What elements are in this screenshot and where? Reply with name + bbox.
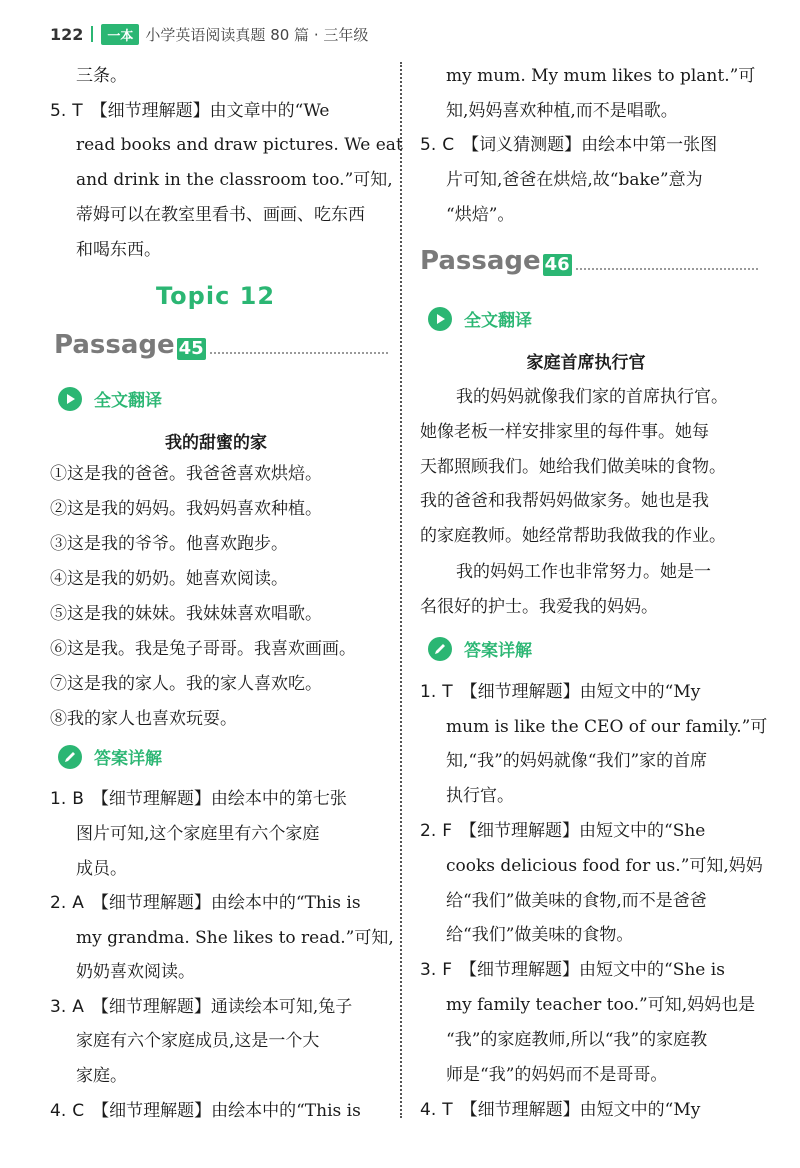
answer-text: 【细节理解题】由绘本中的第七张 [91,789,347,809]
answer-text: 家庭。 [76,1066,127,1086]
answer-text: 给“我们”做美味的食物,而不是爸爸 [446,891,707,911]
paragraph-line: 名很好的护士。我爱我的妈妈。 [420,597,658,617]
answer-letter: T [442,682,453,702]
section-translation [428,306,532,331]
play-icon [428,307,452,331]
answer-text: 【细节理解题】由短文中的“She is [460,960,725,980]
answer-text: 执行官。 [446,786,514,806]
answer-letter: F [442,960,453,980]
item-number: 3. [50,997,67,1017]
answer-text: 成员。 [76,859,127,879]
answer-letter: B [72,789,84,809]
answer-letter: A [72,997,84,1017]
answer-text: and drink in the classroom too.”可知, [76,170,393,190]
answer-text: 给“我们”做美味的食物。 [446,925,634,945]
answer-letter: A [72,893,84,913]
answer-text: my family teacher too.”可知,妈妈也是 [446,995,756,1015]
pencil-icon [58,745,82,769]
answer-text: cooks delicious food for us.”可知,妈妈 [446,856,763,876]
passage-label: Passage [54,330,175,360]
answer-text: 【细节理解题】通读绘本可知,兔子 [91,997,353,1017]
item-number: 5. [50,101,67,121]
section-label: 答案详解 [94,749,162,769]
paragraph-line: 的家庭教师。她经常帮助我做我的作业。 [420,526,726,546]
answer-text: read books and draw pictures. We eat [76,135,403,155]
paragraph-line: 我的妈妈工作也非常努力。她是一 [456,562,711,582]
section-answers [58,744,162,769]
continued-line: 三条。 [76,66,127,86]
answer-text: 【细节理解题】由文章中的“We [90,101,330,121]
translation-title: 家庭首席执行官 [526,353,646,373]
item-number: 4. [50,1101,67,1121]
passage-number: 46 [544,254,570,275]
section-label: 全文翻译 [94,391,162,411]
passage-rule [210,352,388,354]
continued-line: 知,妈妈喜欢种植,而不是唱歌。 [446,101,678,121]
answer-letter: F [442,821,453,841]
item-number: 3. [420,960,437,980]
passage-rule [576,268,758,270]
answer-text: 师是“我”的妈妈而不是哥哥。 [446,1065,668,1085]
answer-text: 图片可知,这个家庭里有六个家庭 [76,824,320,844]
continued-line: my mum. My mum likes to plant.”可 [446,66,756,86]
item-number: 5. [420,135,437,155]
item-number: 1. [420,682,437,702]
answer-text: 【细节理解题】由绘本中的“This is [91,893,361,913]
answer-text: my grandma. She likes to read.”可知, [76,928,394,948]
passage-number: 45 [178,338,204,359]
section-answers [428,636,532,661]
brand-badge: 一本 [101,24,139,45]
book-title: 小学英语阅读真题 80 篇 · 三年级 [145,25,369,44]
answer-text: 家庭有六个家庭成员,这是一个大 [76,1031,320,1051]
page-number: 122 [50,24,84,44]
answer-text: 【细节理解题】由短文中的“She [460,821,706,841]
answer-text: 【细节理解题】由绘本中的“This is [92,1101,361,1121]
header-divider [91,26,93,42]
section-label: 答案详解 [464,641,532,661]
pencil-icon [428,637,452,661]
paragraph-line: 我的爸爸和我帮妈妈做家务。她也是我 [420,491,709,511]
translation-line: ③这是我的爷爷。他喜欢跑步。 [50,534,288,554]
answer-text: 和喝东西。 [76,240,161,260]
answer-text: 【细节理解题】由短文中的“My [460,1100,701,1120]
paragraph-line: 她像老板一样安排家里的每件事。她每 [420,422,709,442]
translation-line: ④这是我的奶奶。她喜欢阅读。 [50,569,288,589]
answer-text: 【细节理解题】由短文中的“My [460,682,701,702]
translation-title: 我的甜蜜的家 [165,433,267,453]
answer-text: 片可知,爸爸在烘焙,故“bake”意为 [446,170,703,190]
answer-text: 知,“我”的妈妈就像“我们”家的首席 [446,751,708,771]
answer-letter: T [442,1100,453,1120]
item-number: 4. [420,1100,437,1120]
passage-label: Passage [420,246,541,276]
passage-heading [420,246,758,276]
section-label: 全文翻译 [464,311,532,331]
topic-heading: Topic 12 [156,282,276,310]
item-number: 2. [420,821,437,841]
answer-text: 蒂姆可以在教室里看书、画画、吃东西 [76,205,365,225]
item-number: 2. [50,893,67,913]
page-header [50,20,368,48]
paragraph-line: 我的妈妈就像我们家的首席执行官。 [456,387,728,407]
play-icon [58,387,82,411]
translation-line: ②这是我的妈妈。我妈妈喜欢种植。 [50,499,322,519]
answer-text: “烘焙”。 [446,205,515,225]
section-translation [58,386,162,411]
item-number: 1. [50,789,67,809]
passage-heading [54,330,388,360]
answer-letter: C [442,135,455,155]
answer-text: 奶奶喜欢阅读。 [76,962,195,982]
answer-text: mum is like the CEO of our family.”可 [446,717,768,737]
translation-line: ⑧我的家人也喜欢玩耍。 [50,709,237,729]
translation-line: ⑦这是我的家人。我的家人喜欢吃。 [50,674,322,694]
answer-letter: C [72,1101,85,1121]
paragraph-line: 天都照顾我们。她给我们做美味的食物。 [420,457,726,477]
answer-text: “我”的家庭教师,所以“我”的家庭教 [446,1030,708,1050]
column-divider [400,62,402,1118]
answer-text: 【词义猜测题】由绘本中第一张图 [462,135,718,155]
translation-line: ⑤这是我的妹妹。我妹妹喜欢唱歌。 [50,604,322,624]
answer-letter: T [72,101,83,121]
translation-line: ①这是我的爸爸。我爸爸喜欢烘焙。 [50,464,322,484]
translation-line: ⑥这是我。我是兔子哥哥。我喜欢画画。 [50,639,356,659]
